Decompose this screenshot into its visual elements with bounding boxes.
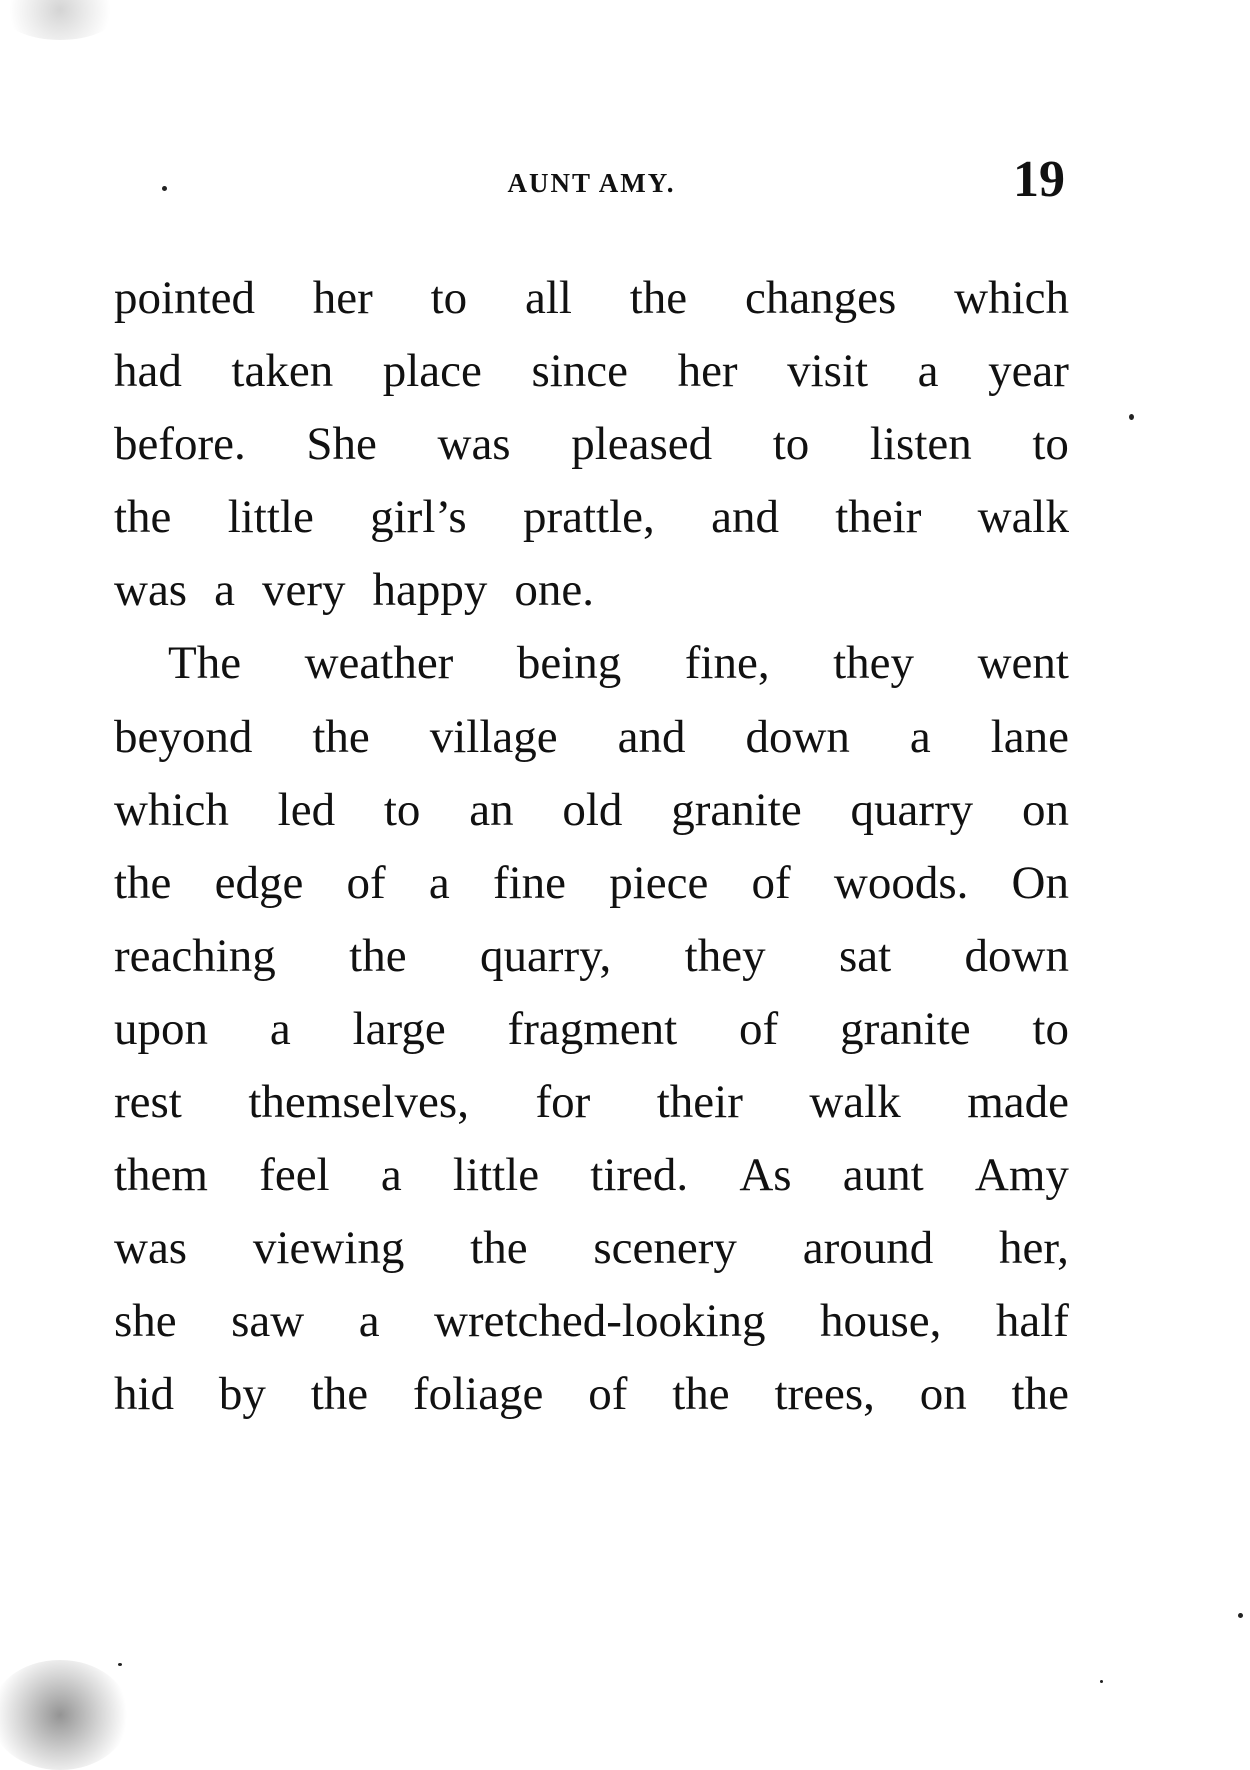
word: old — [562, 783, 623, 836]
running-title: AUNT AMY. — [507, 168, 676, 198]
word: of — [739, 1002, 779, 1055]
word: weather — [304, 637, 454, 690]
word: a — [269, 1002, 291, 1055]
word: the — [1011, 1368, 1069, 1421]
word: one. — [514, 564, 594, 617]
scan-smudge — [0, 1660, 130, 1770]
text-line — [114, 1285, 1069, 1358]
word: upon — [114, 1002, 208, 1055]
text-line — [114, 920, 1069, 993]
word: and — [617, 710, 686, 763]
text-line — [114, 701, 1069, 774]
word: the — [672, 1368, 730, 1421]
word: large — [352, 1002, 446, 1055]
word: to — [383, 783, 421, 836]
word: foliage — [412, 1368, 544, 1421]
word: very — [261, 564, 346, 617]
word: fragment — [507, 1002, 678, 1055]
word: the — [310, 1368, 369, 1421]
word: pointed — [114, 272, 255, 324]
word: piece — [609, 856, 709, 909]
scan-speck — [162, 186, 167, 191]
word: a — [917, 345, 939, 398]
scan-speck — [1100, 1680, 1103, 1683]
word: happy — [372, 564, 488, 617]
word: her, — [999, 1222, 1069, 1275]
text-line — [114, 627, 1069, 700]
word: saw — [231, 1295, 305, 1348]
word: hid — [114, 1368, 175, 1421]
word: listen — [869, 418, 972, 471]
word: and — [711, 491, 779, 544]
word: to — [430, 272, 468, 324]
word: quarry, — [479, 929, 612, 982]
word: a — [214, 564, 235, 617]
word: changes — [744, 272, 897, 324]
word: quarry — [850, 783, 974, 836]
word: themselves, — [248, 1076, 469, 1129]
scan-speck — [1238, 1613, 1243, 1618]
word: aunt — [842, 1149, 924, 1202]
word: her — [677, 345, 738, 398]
word: for — [535, 1076, 591, 1129]
word: around — [802, 1222, 934, 1275]
word: they — [684, 929, 766, 982]
word: they — [833, 637, 915, 690]
word: fine, — [684, 637, 770, 690]
word: to — [1032, 1002, 1069, 1055]
word: on — [919, 1368, 967, 1421]
word: of — [346, 856, 386, 909]
word: little — [452, 1149, 540, 1202]
word: house, — [820, 1295, 942, 1348]
word: sat — [838, 929, 892, 982]
word: was — [437, 418, 511, 471]
word: had — [114, 345, 182, 398]
body-text — [114, 262, 1069, 1432]
word: an — [469, 783, 514, 836]
text-line — [114, 774, 1069, 847]
word: them — [114, 1149, 208, 1202]
word: was — [114, 564, 188, 617]
word: went — [977, 637, 1069, 690]
word: since — [531, 345, 629, 398]
word: girl’s — [370, 491, 467, 544]
scan-speck — [1129, 414, 1134, 420]
word: of — [751, 856, 791, 909]
word: On — [1011, 856, 1069, 909]
text-line — [114, 1212, 1069, 1285]
page-number: 19 — [1013, 151, 1065, 208]
scan-speck — [118, 1663, 122, 1666]
word: wretched-looking — [434, 1295, 766, 1348]
word: her — [312, 272, 373, 324]
word: rest — [114, 1076, 182, 1129]
text-line — [114, 847, 1069, 920]
text-line — [114, 1358, 1069, 1431]
text-line — [114, 554, 1069, 627]
word: their — [835, 491, 922, 544]
word: a — [380, 1149, 402, 1202]
word: granite — [840, 1002, 971, 1055]
scan-smudge — [0, 0, 120, 40]
word: fine — [492, 856, 567, 909]
word: year — [988, 345, 1069, 398]
text-line — [114, 262, 1069, 335]
word: reaching — [114, 929, 276, 982]
text-line — [114, 335, 1069, 408]
word: a — [358, 1295, 380, 1348]
word: made — [967, 1076, 1069, 1129]
word: the — [114, 491, 172, 544]
word: which — [114, 783, 229, 836]
word: taken — [231, 345, 334, 398]
word: feel — [259, 1149, 330, 1202]
word: a — [909, 710, 931, 763]
word: down — [964, 929, 1069, 982]
word: little — [227, 491, 314, 544]
word: before. — [114, 418, 246, 471]
word: she — [114, 1295, 177, 1348]
word: visit — [787, 345, 869, 398]
word: of — [588, 1368, 628, 1421]
word: to — [1032, 418, 1069, 471]
word: walk — [977, 491, 1069, 544]
word: lane — [990, 710, 1069, 763]
word: Amy — [974, 1149, 1069, 1202]
word: down — [745, 710, 850, 763]
word: which — [954, 272, 1069, 324]
word: the — [470, 1222, 528, 1275]
word: their — [656, 1076, 743, 1129]
word: the — [629, 272, 688, 324]
running-head — [114, 152, 1069, 212]
word: The — [168, 637, 242, 690]
word: the — [114, 856, 172, 909]
word: half — [995, 1295, 1069, 1348]
word: on — [1021, 783, 1069, 836]
word: the — [312, 710, 370, 763]
word: the — [349, 929, 407, 982]
word: beyond — [114, 710, 253, 763]
word: scenery — [593, 1222, 737, 1275]
word: by — [218, 1368, 266, 1421]
word: edge — [214, 856, 304, 909]
word: viewing — [252, 1222, 405, 1275]
word: a — [428, 856, 450, 909]
word: granite — [671, 783, 802, 836]
word: woods. — [833, 856, 969, 909]
word: village — [429, 710, 558, 763]
word: walk — [809, 1076, 901, 1129]
word: all — [524, 272, 572, 324]
text-line — [114, 1066, 1069, 1139]
word: led — [277, 783, 336, 836]
word: being — [516, 637, 622, 690]
word: prattle, — [523, 491, 655, 544]
text-line — [114, 1139, 1069, 1212]
word: was — [114, 1222, 188, 1275]
word: pleased — [571, 418, 713, 471]
word: to — [772, 418, 810, 471]
text-line — [114, 993, 1069, 1066]
word: tired. — [590, 1149, 689, 1202]
word: trees, — [774, 1368, 875, 1421]
word: place — [382, 345, 482, 398]
text-line — [114, 408, 1069, 481]
word: She — [306, 418, 377, 471]
text-line — [114, 481, 1069, 554]
word: As — [739, 1149, 792, 1202]
